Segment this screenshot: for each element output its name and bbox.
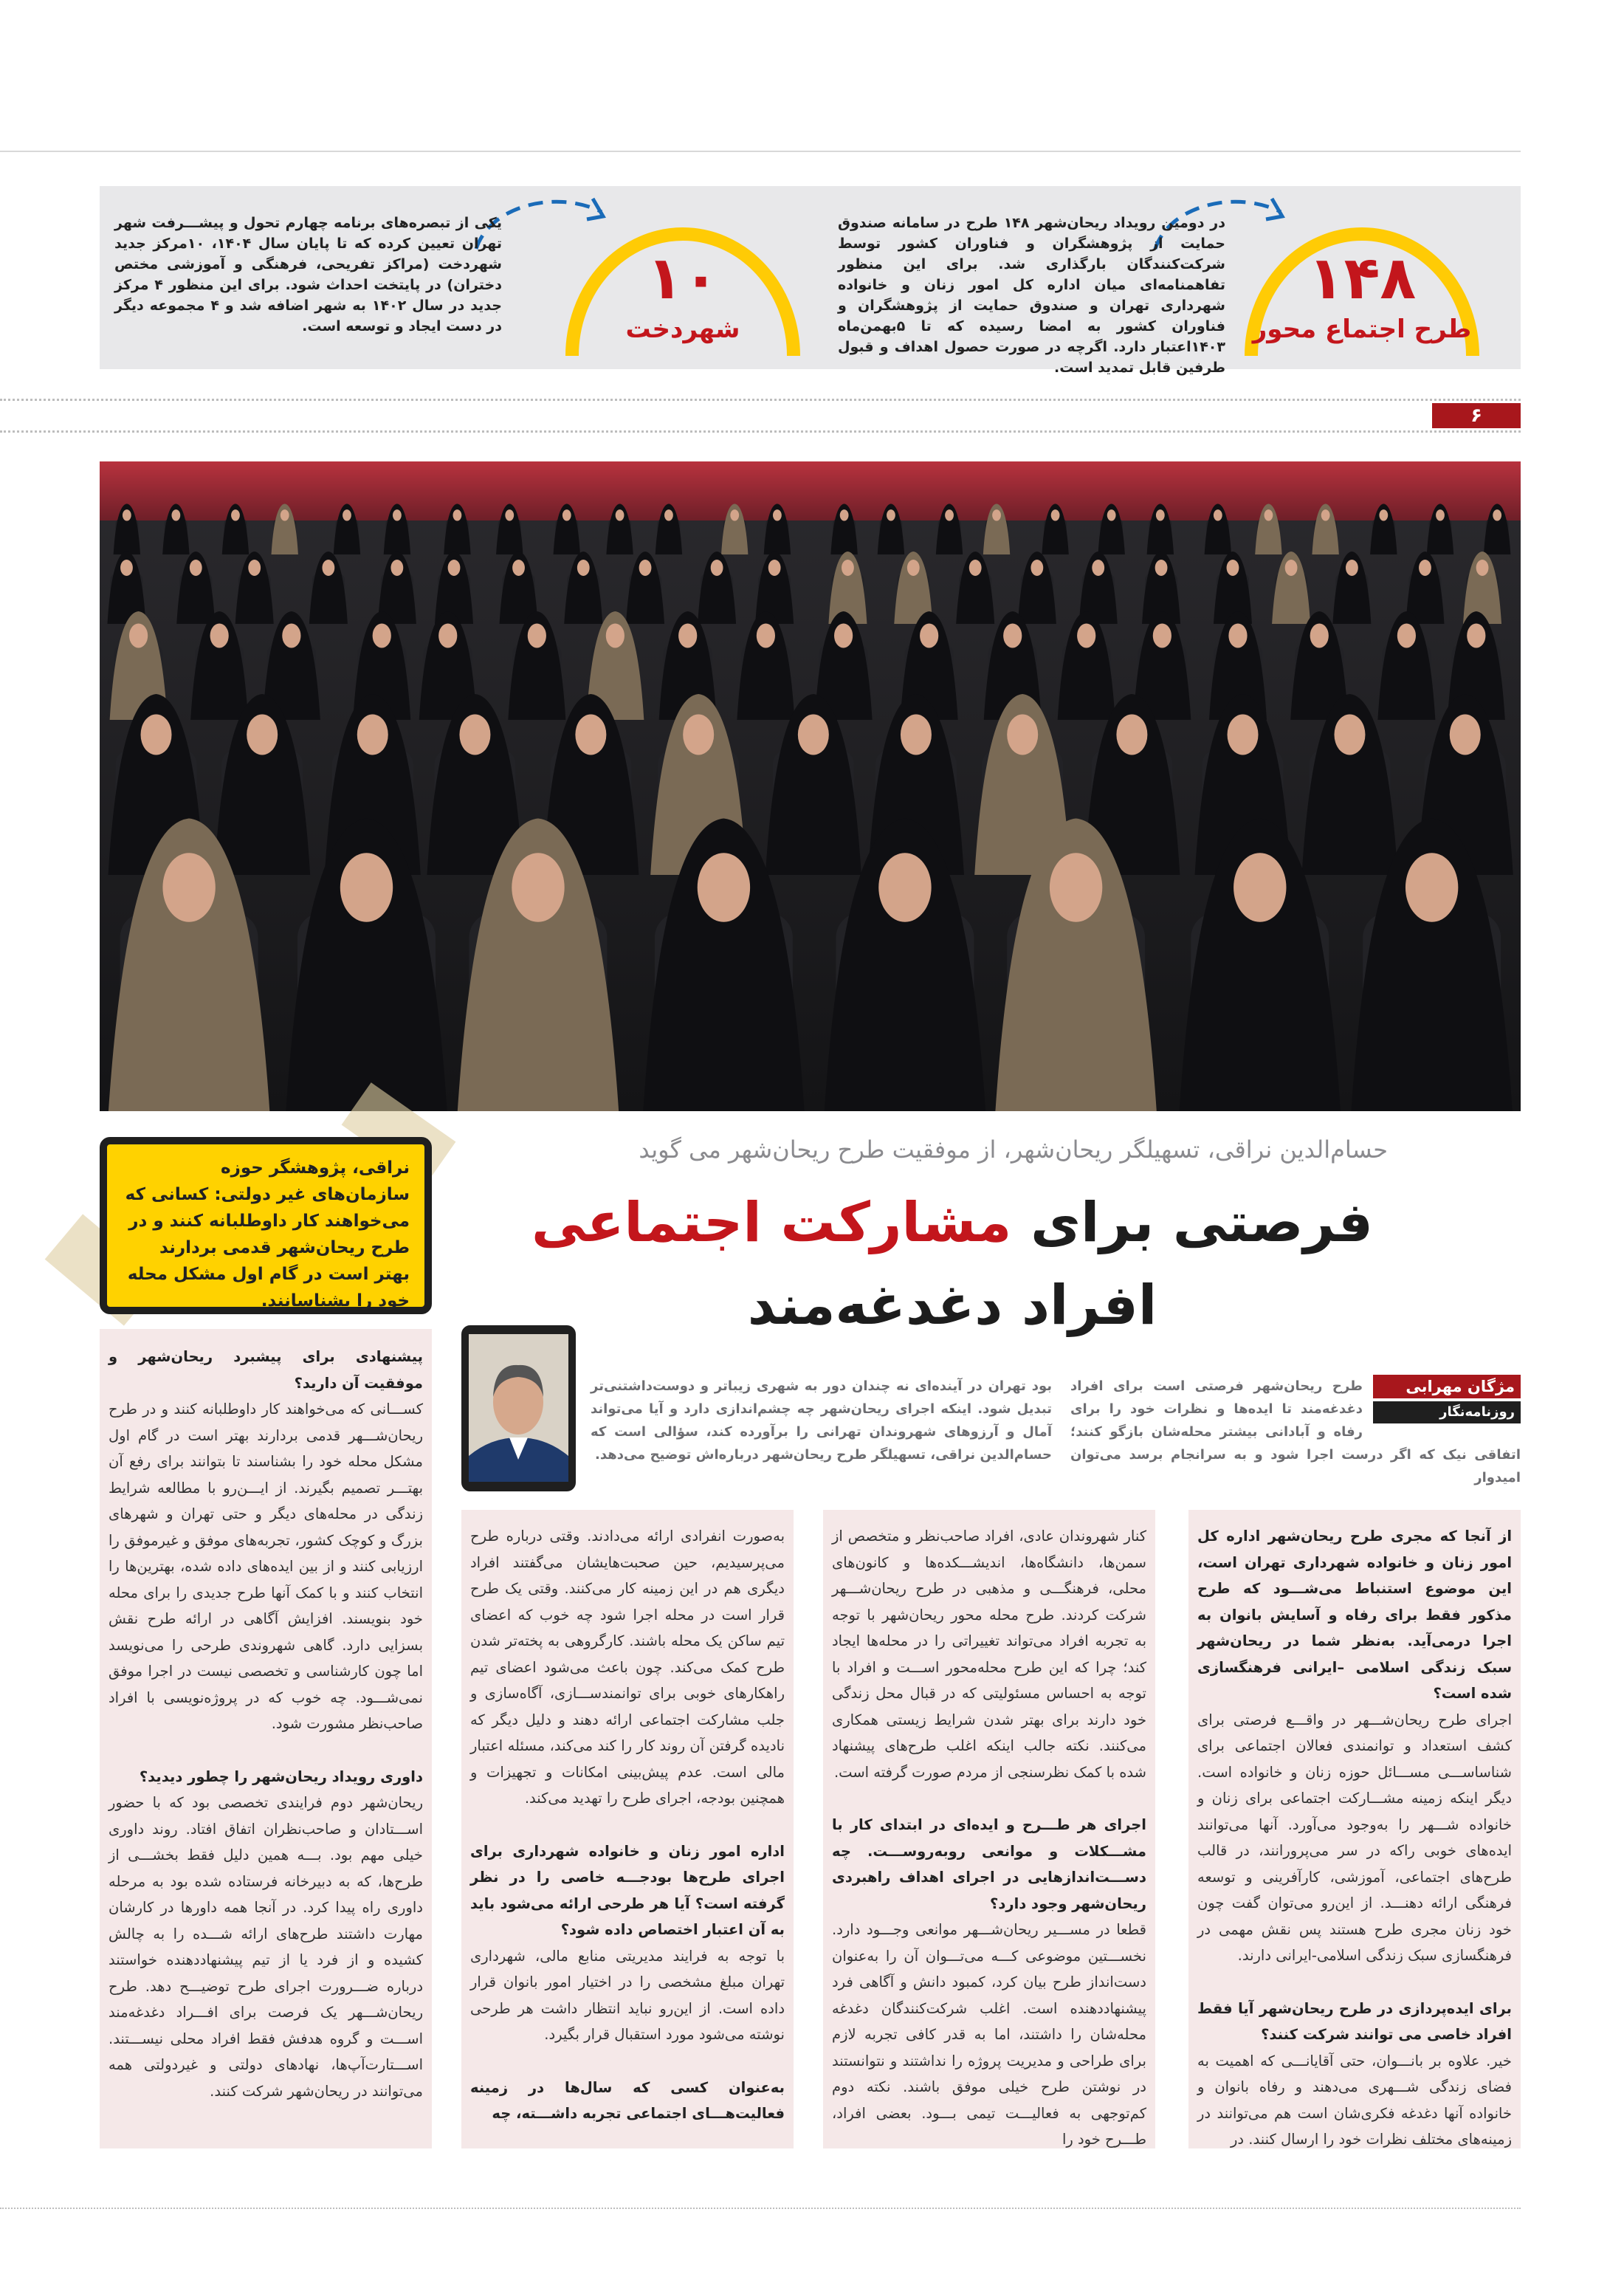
interviewee-photo <box>461 1325 576 1491</box>
face <box>1234 853 1286 922</box>
headline-part: فرصتی برای <box>1011 1191 1373 1254</box>
interview-answer: اجرای طرح ریحان‌شـــهر در واقـــع فرصتی برای کشف استعداد و توانمندی فعالان اجتماعی برای شناساســـی مســـائل حوزه زنان و خانواده است. دیگر اینکه زمینه مشـــارکت اجتماعی برای زنان و خانواده شـــهر را به‌وجود می‌آورد. آنها می‌توانند ایده‌های خوبی راکه در سر می‌پرورانند، در قالب طرح‌های اجتماعی، آموزشی، کارآفرینی و توسعه فرهنگی ارائه دهنـــد. از این‌رو می‌توان گفت چون خود زنان مجری طرح هستند پس نقش مهمی در فرهنگسازی سبک زندگی اسلامی-ایرانی دارند. <box>1197 1711 1512 1964</box>
face <box>678 624 697 648</box>
face <box>1467 624 1485 648</box>
face <box>373 624 391 648</box>
infographic-number: ۱۴۸ <box>1307 244 1417 312</box>
face <box>1334 715 1365 755</box>
face <box>210 624 229 648</box>
face <box>1285 560 1298 576</box>
face <box>698 853 750 922</box>
face <box>1156 509 1165 521</box>
event-photo <box>100 461 1521 1111</box>
face <box>683 715 714 755</box>
face <box>162 853 215 922</box>
interview-answer: ریحان‌شهر دوم فرایندی تخصصی بود که با حضور اســـتادان و صاحب‌نظران اتفاق افتاد. روند داوری خیلی مهم بود. بـــه همین دلیل فقط بخشـــی از طرح‌ها، که به دبیرخانه فرستاده شده بود به مرحله داوری راه پیدا کرد. در آنجا همه داورها در کارشان مهارت داشتند طرح‌های ارائه شـــده را به چالش کشیده و از فرد یا از تیم پیشنهاددهنده خواستند درباره ضـــرورت اجرای طرح توضیـــح دهد. طرح ریحان‌شـــهر یک فرصت برای افـــراد دغدغه‌مند اســـت و گروه هدفش فقط افراد محلی نیســـتند. اســـتارت‌آپ‌ها، نهادهای دولتی و غیردولتی همه می‌توانند در ریحان‌شهر شرکت کنند. <box>109 1794 423 2100</box>
face <box>834 624 853 648</box>
face <box>1346 560 1358 576</box>
interview-answer: به‌صورت انفرادی ارائه می‌دادند. وقتی درباره طرح می‌پرسیدیم، حین صحبت‌هایشان می‌گفتند افراد دیگری هم در این زمینه کار می‌کنند. وقتی یک طرح قرار است در محله اجرا شود چه خوب که اعضای تیم ساکن یک محله باشند. کارگروهی به پخته‌تر شدن طرح کمک می‌کند. چون باعث می‌شود اعضای تیم راهکارهای خوبی برای توانمندســـازی، آگاه‌سازی و جلب مشارکت اجتماعی ارائه دهند و دلیل دیگر که نادیده گرفتن آن روند کار را کند می‌کند، مسئله اعتبار مالی است. عدم پیش‌بینی امکانات و تجهیزات و همچنین بودجه، اجرای طرح را تهدید می‌کند. <box>470 1528 785 1807</box>
face <box>247 715 278 755</box>
face <box>1405 853 1458 922</box>
face <box>842 560 854 576</box>
face <box>1051 509 1060 521</box>
face <box>901 715 932 755</box>
interview-answer: قطعا در مســـیر ریحان‌شـــهر موانعی وجـــود دارد. نخســـتین موضوعی کـــه می‌تـــوان آن را به‌عنوان دست‌انداز طرح بیان کرد، کمبود دانش و آگاهی فرد پیشنهاددهنده است. اغلب شرکت‌کنندگان دغدغه محله‌شان را داشتند، اما به قدر کافی تجربه لازم برای طراحی و مدیریت پروژه را نداشتند و نتوانستند در نوشتن طرح خیلی موفق باشند. نکته دوم کم‌توجهی به فعالیـــت تیمی بـــود. بعضی افراد، طـــرح خود را <box>832 1921 1146 2148</box>
infographic-label: شهردخت <box>625 315 740 344</box>
face <box>453 509 462 521</box>
infographic-text: یکی از تبصره‌های برنامه چهارم تحول و پیشـــرفت شهر تهران تعیین کرده که تا پایان سال ۱۴۰۴، ۱۰مرکز جدید شهردخت (مراکز تفریحی، فرهنگی و آموزشی مختص دختران) در پایتخت احداث شود. برای این منظور ۴ مرکز جدید در سال ۱۴۰۲ به شهر اضافه شد و ۴ مجموعه دیگر در دست ایجاد و توسعه است. <box>114 215 502 334</box>
lead-text: طرح ریحان‌شهر فرصتی است برای افراد دغدغه‌مند تا ایده‌ها و نظرات خود را برای رفاه و آبادانی بیشتر محله‌شان بازگو کنند؛ اتفاقی نیک که اگر درست اجرا شود و به سرانجام برسد می‌توان امیدوار <box>1070 1378 1521 1485</box>
top-rule <box>0 151 1521 152</box>
face <box>887 509 895 521</box>
divider <box>0 2208 1521 2209</box>
interview-question: از آنجا که مجری طرح ریحان‌شهر اداره کل امور زنان و خانواده شهرداری تهران است، این موضوع استنباط می‌شـــود که طرح مذکور فقط برای رفاه و آسایش بانوان به اجرا درمی‌آید. به‌نظر شما در ریحان‌شهر سبک زندگی اسلامی –ایرانی فرهنگسازی شده است؟ <box>1197 1528 1512 1702</box>
face <box>1419 560 1431 576</box>
pull-quote-text: نراقی، پژوهشگر حوزه سازمان‌های غیر دولتی: کسانی که می‌خواهند کار داوطلبانه کنند و در طرح ریحان‌شهر قدمی بردارند بهتر است در گام اول مشکل محله خود را بشناسانند. <box>125 1158 410 1311</box>
face <box>281 509 289 521</box>
face <box>343 509 351 521</box>
face <box>438 624 457 648</box>
face <box>1379 509 1388 521</box>
face <box>1228 624 1247 648</box>
infographic-band <box>100 186 1521 376</box>
face <box>505 509 514 521</box>
face <box>664 509 673 521</box>
infographic-label: طرح اجتماع محور <box>1252 315 1472 344</box>
page-number: ۶ <box>1432 403 1521 428</box>
headline <box>517 1181 1388 1347</box>
face <box>1493 509 1501 521</box>
face <box>1007 715 1038 755</box>
interview-question: برای ایده‌پردازی در طرح ریحان‌شهر آیا فقط افراد خاصی می توانند شرکت کنند؟ <box>1197 1999 1512 2043</box>
face <box>730 509 739 521</box>
face <box>757 624 775 648</box>
face <box>512 853 564 922</box>
face <box>1107 509 1116 521</box>
infographic-number: ۱۰ <box>647 244 719 312</box>
face <box>1397 624 1416 648</box>
divider <box>0 430 1521 433</box>
article-column-2 <box>823 1510 1155 2148</box>
lead-paragraph-1 <box>1070 1375 1521 1489</box>
headline-highlight: مشارکت اجتماعی <box>531 1191 1012 1254</box>
author-role: روزنامه‌نگار <box>1373 1401 1521 1423</box>
interview-question: اداره امور زنان و خانواده شهرداری برای اجرای طرح‌ها بودجـــه خاصی را در نظر گرفته است؟ آیا هر طرحی ارائه می‌شود باید به آن اعتبار اختصاص داده شود؟ <box>470 1842 785 1938</box>
face <box>120 560 133 576</box>
face <box>606 624 625 648</box>
face <box>141 715 172 755</box>
face <box>1155 560 1168 576</box>
infographic-text: در دومین رویداد ریحان‌شهر ۱۴۸ طرح در سامانه صندوق حمایت از پژوهشگران و فناوران کشور توسط شرکت‌کنندگان بارگذاری شد. برای این منظور تفاهمنامه‌ای میان اداره کل امور زنان و خانواده شهرداری تهران و صندوق حمایت از پژوهشگران و فناوران کشور به امضا رسیده که تا ۵بهمن‌ماه ۱۴۰۳اعتبار دارد. اگرچه در صورت حصول اهداف و قبول طرفین قابل تمدید است. <box>838 215 1225 376</box>
face <box>1116 715 1147 755</box>
face <box>992 509 1001 521</box>
face <box>577 560 590 576</box>
interview-answer: با توجه به فرایند مدیریتی منابع مالی، شهرداری تهران مبلغ مشخصی را در اختیار امور بانوان قرار داده است. از این‌رو نباید انتظار داشت هر طرحی نوشته می‌شود مورد استقبال قرار بگیرد. <box>470 1947 785 2043</box>
face <box>920 624 938 648</box>
interview-answer: خیر. علاوه بر بانـــوان، حتی آقایانـــی که اهمیت به فضای زندگی شـــهری می‌دهند و رفاه بانوان و خانواده آنها دغدغه فکری‌شان است هم می‌توانند در زمینه‌های مختلف نظرات خود را ارسال کنند. در <box>1197 2052 1512 2148</box>
interview-answer: کنار شهروندان عادی، افراد صاحب‌نظر و متخصص از سمن‌ها، دانشگاه‌ها، اندیشـــکده‌ها و کانون‌های محلی، فرهنگـــی و مذهبی در طرح ریحان‌شـــهر شرکت کردند. طرح محله محور ریحان‌شهر با توجه به تجربه افراد می‌تواند تغییراتی را در محله‌ها ایجاد کند؛ چرا که این طرح محله‌محور اســـت و افراد با توجه به احساس مسئولیتی که در قبال محل زندگی خود دارند برای بهتر شدن شرایط زیستی همکاری می‌کنند. نکته جالب اینکه اغلب طرح‌های پیشنهاد شده با کمک نظرسنجی از مردم صورت گرفته است. <box>832 1528 1146 1781</box>
face <box>562 509 571 521</box>
face <box>129 624 148 648</box>
face <box>907 560 920 576</box>
face <box>768 560 781 576</box>
face <box>231 509 240 521</box>
face <box>1227 560 1239 576</box>
face <box>945 509 954 521</box>
face <box>340 853 393 922</box>
face <box>282 624 300 648</box>
interview-answer: کســـانی که می‌خواهند کار داوطلبانه کنند و در طرح ریحان‌شـــهر قدمی بردارند بهتر است در گام اول مشکل محله خود را بشناسند تا بتوانند برای رفع آن بهتـــر تصمیم بگیرند. از ایـــن‌رو با مطالعه شرایط زندگی در محله‌های دیگر و حتی تهران و شهرهای بزرگ و کوچک کشور، تجربه‌های موفق و غیرموفق را ارزیابی کنند و از بین ایده‌های داده شده، بهترین‌ها را انتخاب کنند و با کمک آنها طرح جدیدی را برای محله خود بنویسند. افزایش آگاهی در ارائه طرح نقش بسزایی دارد. گاهی شهروندی طرحی را می‌نویسد اما چون کارشناسی و تخصصی نیست در اجرا موفق نمی‌شـــود. چه خوب که در پروژه‌نویسی با افراد صاحب‌نظر مشورت شود. <box>109 1401 423 1732</box>
face <box>840 509 849 521</box>
face <box>322 560 334 576</box>
face <box>1228 715 1259 755</box>
lead-paragraph-2: بود تهران در آینده‌ای نه چندان دور به شهری زیباتر و دوست‌داشتنی‌تر تبدیل شود. اینکه اجرای ریحان‌شهر چه چشم‌اندازی دارد و آیا می‌تواند آمال و آرزوهای شهروندان تهرانی را برآورده کند، سؤالی است که حسام‌الدین نراقی، تسهیلگر طرح ریحان‌شهر درباره‌اش توضیح می‌دهد. <box>591 1378 1052 1463</box>
face <box>639 560 652 576</box>
face <box>390 560 403 576</box>
face <box>1310 624 1329 648</box>
face <box>1321 509 1330 521</box>
interview-question: پیشنهادی برای پیشبرد ریحان‌شهر و موفقیت آن دارید؟ <box>109 1348 423 1392</box>
face <box>393 509 402 521</box>
face <box>1450 715 1481 755</box>
pull-quote-box <box>100 1137 432 1314</box>
face <box>512 560 525 576</box>
face <box>248 560 261 576</box>
face <box>1214 509 1222 521</box>
face <box>528 624 546 648</box>
interview-question: به‌عنوان کسی که سال‌ها در زمینه فعالیت‌هـــای اجتماعی تجربه داشـــته، چه <box>470 2078 785 2122</box>
article-column-3 <box>461 1510 794 2148</box>
face <box>171 509 180 521</box>
face <box>798 715 829 755</box>
article-column-1 <box>1188 1510 1521 2148</box>
face <box>616 509 625 521</box>
face <box>575 715 606 755</box>
kicker: حسام‌الدین نراقی، تسهیلگر ریحان‌شهر، از موفقیت طرح ریحان‌شهر می گوید <box>639 1136 1388 1164</box>
author-name: مژگان مهرابی <box>1373 1375 1521 1398</box>
divider <box>0 399 1521 401</box>
face <box>448 560 461 576</box>
face <box>1265 509 1273 521</box>
face <box>459 715 490 755</box>
headline-line2: افراد دغدغه‌مند <box>747 1274 1157 1337</box>
face <box>123 509 131 521</box>
face <box>1077 624 1095 648</box>
face <box>1031 560 1043 576</box>
face <box>1153 624 1171 648</box>
face <box>1476 560 1489 576</box>
face <box>1003 624 1022 648</box>
face <box>190 560 202 576</box>
face <box>1436 509 1445 521</box>
interview-question: داوری رویداد ریحان‌شهر را چطور دیدید؟ <box>139 1768 423 1785</box>
face <box>1092 560 1104 576</box>
face <box>357 715 388 755</box>
article-column-4 <box>100 1329 432 2148</box>
portrait-image <box>469 1334 568 1482</box>
face <box>969 560 982 576</box>
interview-question: اجرای هر طـــرح و ایده‌ای در ابتدای کار با مشـــکلات و موانعی روبه‌روســـت. چه دســـت‌اندازهایی در اجرای اهداف راهبردی ریحان‌شهر وجود دارد؟ <box>832 1816 1146 1912</box>
face <box>711 560 723 576</box>
face <box>878 853 931 922</box>
face <box>773 509 782 521</box>
byline <box>1373 1375 1521 1423</box>
face <box>1050 853 1102 922</box>
